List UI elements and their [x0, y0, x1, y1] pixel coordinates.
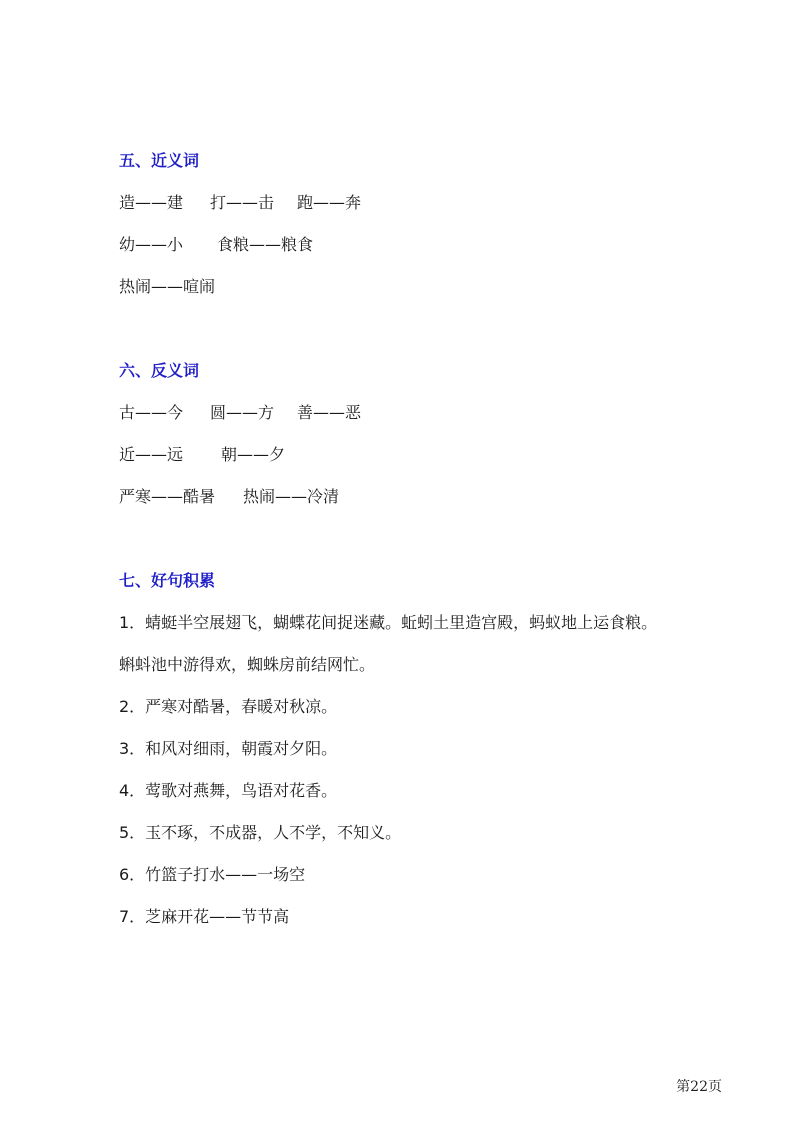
sentence-item: 6．竹篮子打水——一场空: [119, 865, 306, 884]
synonym-pair: 幼——小: [119, 235, 184, 254]
sentence-item: 1．蜻蜓半空展翅飞，蝴蝶花间捉迷藏。蚯蚓土里造宫殿，蚂蚁地上运食粮。: [119, 613, 658, 632]
antonym-row-1: [119, 403, 361, 423]
antonym-row-3: [119, 487, 339, 507]
section-heading-synonyms: 五、近义词: [119, 151, 200, 170]
synonym-pair: 食粮——粮食: [217, 235, 314, 254]
synonym-pair: 跑——奔: [297, 193, 362, 212]
sentence-item: 7．芝麻开花——节节高: [119, 907, 290, 926]
sentence-item: 蝌蚪池中游得欢，蜘蛛房前结网忙。: [119, 655, 376, 674]
section-heading-antonyms: 六、反义词: [119, 361, 200, 380]
antonym-row-2: [119, 445, 285, 465]
page-number: 第22页: [676, 1079, 722, 1095]
synonym-pair: 热闹——喧闹: [119, 277, 216, 296]
synonym-row-3: [119, 277, 215, 297]
synonym-row-2: [119, 235, 313, 255]
antonym-pair: 严寒——酷暑: [119, 487, 216, 506]
sentence-item: 4．莺歌对燕舞，鸟语对花香。: [119, 781, 338, 800]
synonym-pair: 打——击: [210, 193, 275, 212]
sentence-item: 2．严寒对酷暑，春暖对秋凉。: [119, 697, 338, 716]
antonym-pair: 近——远: [119, 445, 184, 464]
synonym-row-1: [119, 193, 361, 213]
synonym-pair: 造——建: [119, 193, 184, 212]
antonym-pair: 善——恶: [297, 403, 362, 422]
section-heading-sentences: 七、好句积累: [119, 571, 216, 590]
antonym-pair: 圆——方: [210, 403, 275, 422]
sentence-item: 5．玉不琢，不成器，人不学，不知义。: [119, 823, 402, 842]
sentence-item: 3．和风对细雨，朝霞对夕阳。: [119, 739, 338, 758]
antonym-pair: 朝——夕: [221, 445, 286, 464]
antonym-pair: 热闹——冷清: [243, 487, 340, 506]
antonym-pair: 古——今: [119, 403, 184, 422]
